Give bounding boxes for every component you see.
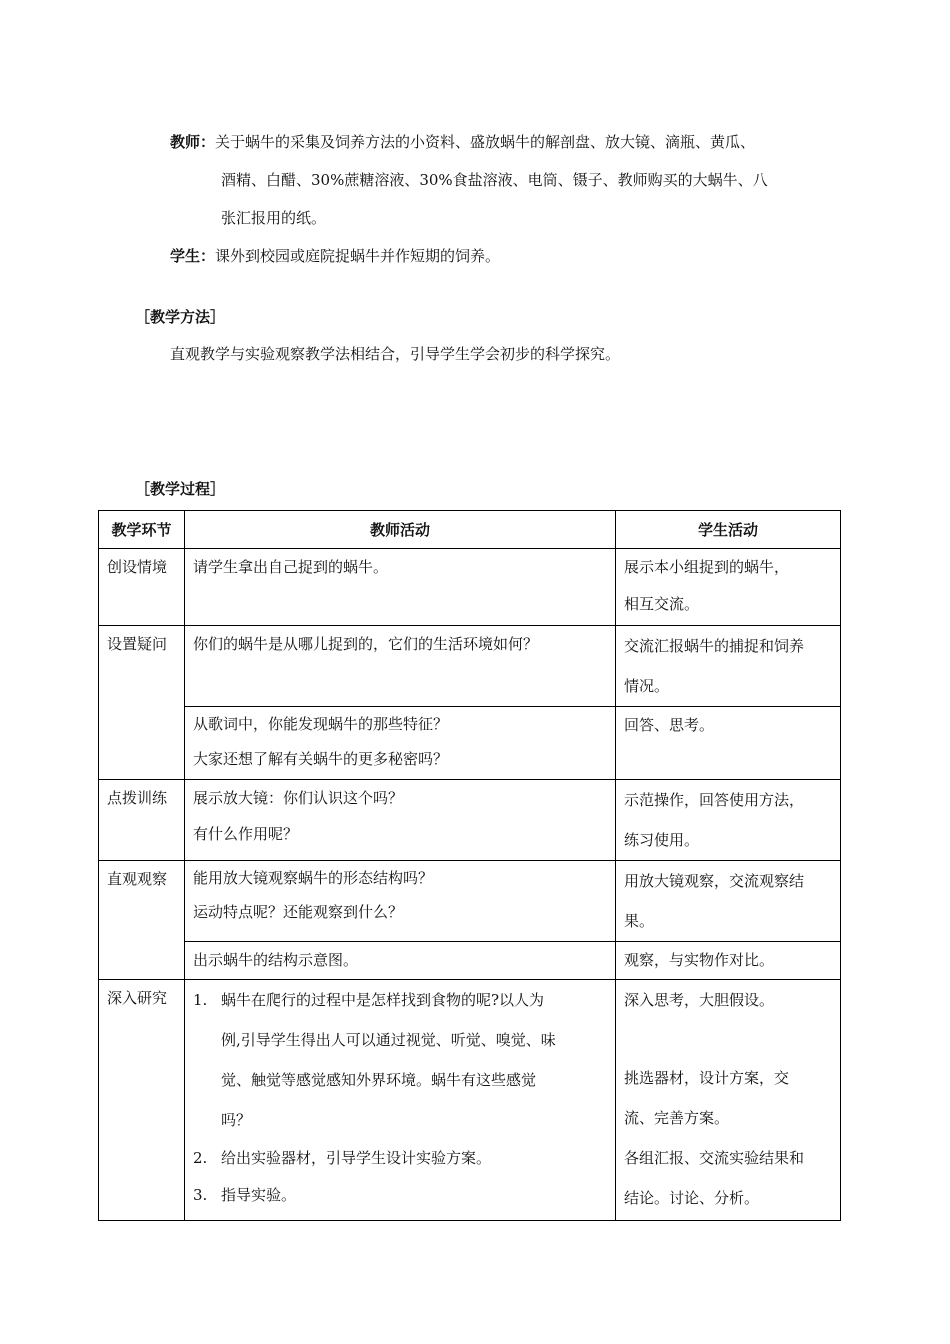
cell-line: 你们的蜗牛是从哪儿捉到的，它们的生活环境如何？: [193, 635, 539, 653]
student-cell: [616, 780, 841, 861]
cell-line: 请学生拿出自己捉到的蜗牛。: [193, 558, 389, 576]
cell-line: 大家还想了解有关蜗牛的更多秘密吗？: [193, 750, 449, 768]
step-number: 1.: [193, 991, 208, 1009]
cell-line: 觉、触觉等感觉感知外界环境。蜗牛有这些感觉: [221, 1071, 537, 1089]
student-cell: [616, 549, 841, 626]
student-materials: [170, 237, 840, 275]
cell-line: 出示蜗牛的结构示意图。: [193, 951, 359, 969]
cell-line: 从歌词中，你能发现蜗牛的那些特征？: [193, 715, 449, 733]
table-row: [99, 707, 841, 780]
cell-line: 运动特点呢？还能观察到什么？: [193, 903, 404, 921]
steps-list: [193, 980, 607, 1214]
teacher-line-2: 酒精、白醋、30%蔗糖溶液、30%食盐溶液、电筒、镊子、教师购买的大蜗牛、八: [221, 171, 768, 189]
cell-line: 观察，与实物作对比。: [624, 951, 775, 969]
student-cell: [616, 707, 841, 780]
cell-line: 果。: [624, 912, 655, 930]
teacher-line-3: 张汇报用的纸。: [221, 209, 327, 227]
cell-line: 例,引导学生得出人可以通过视觉、听觉、嗅觉、味: [221, 1031, 556, 1049]
stage-cell: 创设情境: [99, 549, 185, 626]
stage-cell: 深入研究: [99, 980, 185, 1221]
teacher-cell: [185, 626, 616, 707]
teacher-line-1: 关于蜗牛的采集及饲养方法的小资料、盛放蜗牛的解剖盘、放大镜、滴瓶、黄瓜、: [215, 133, 756, 151]
teacher-materials: [170, 123, 840, 237]
stage-cell: 直观观察: [99, 861, 185, 980]
teacher-cell: [185, 707, 616, 780]
cell-line: 流、完善方案。: [624, 1109, 730, 1127]
cell-line: 各组汇报、交流实验结果和: [624, 1149, 805, 1167]
cell-line: 相互交流。: [624, 595, 700, 613]
cell-line: 用放大镜观察，交流观察结: [624, 872, 805, 890]
cell-line: 挑选器材，设计方案，交: [624, 1069, 790, 1087]
cell-line: 回答、思考。: [624, 716, 715, 734]
student-label: 学生：: [170, 247, 216, 265]
table-row: [99, 549, 841, 626]
list-item: [193, 1140, 607, 1177]
table-row: [99, 861, 841, 942]
table-header-row: [99, 511, 841, 549]
method-heading: ［教学方法］: [135, 308, 226, 326]
header-teacher: 教师活动: [185, 511, 616, 549]
cell-line: 结论。讨论、分析。: [624, 1189, 760, 1207]
teacher-cell: [185, 942, 616, 980]
table-row: [99, 626, 841, 707]
list-item: [193, 1177, 607, 1214]
cell-line: 展示本小组捉到的蜗牛，: [624, 558, 790, 576]
process-heading: ［教学过程］: [135, 480, 226, 498]
step-number: 2.: [193, 1149, 208, 1167]
student-cell: [616, 861, 841, 942]
teacher-cell: [185, 980, 616, 1221]
table-row: [99, 780, 841, 861]
table-row: [99, 980, 841, 1221]
cell-line: 指导实验。: [221, 1186, 297, 1204]
student-cell: [616, 626, 841, 707]
student-cell: [616, 942, 841, 980]
cell-line: 有什么作用呢？: [193, 825, 299, 843]
cell-line: 示范操作，回答使用方法，: [624, 791, 805, 809]
teacher-cell: [185, 549, 616, 626]
table-row: [99, 942, 841, 980]
cell-line: 蜗牛在爬行的过程中是怎样找到食物的呢?以人为: [221, 991, 545, 1009]
teacher-cell: [185, 780, 616, 861]
student-text: 课外到校园或庭院捉蜗牛并作短期的饲养。: [215, 247, 501, 265]
cell-line: 练习使用。: [624, 831, 700, 849]
process-table: [98, 510, 841, 1221]
cell-line: 情况。: [624, 677, 670, 695]
student-cell: [616, 980, 841, 1221]
teacher-cell: [185, 861, 616, 942]
header-student: 学生活动: [616, 511, 841, 549]
cell-line: 能用放大镜观察蜗牛的形态结构吗？: [193, 869, 434, 887]
teacher-label: 教师：: [170, 133, 216, 151]
stage-cell: 设置疑问: [99, 626, 185, 780]
cell-line: 深入思考，大胆假设。: [624, 991, 775, 1009]
cell-line: 交流汇报蜗牛的捕捉和饲养: [624, 637, 805, 655]
header-stage: 教学环节: [99, 511, 185, 549]
cell-line: 吗？: [221, 1111, 252, 1129]
list-item: [193, 980, 607, 1140]
stage-cell: 点拨训练: [99, 780, 185, 861]
cell-line: 展示放大镜：你们认识这个吗？: [193, 789, 404, 807]
cell-line: 给出实验器材，引导学生设计实验方案。: [221, 1149, 492, 1167]
method-text: 直观教学与实验观察教学法相结合，引导学生学会初步的科学探究。: [170, 345, 621, 363]
step-number: 3.: [193, 1186, 208, 1204]
